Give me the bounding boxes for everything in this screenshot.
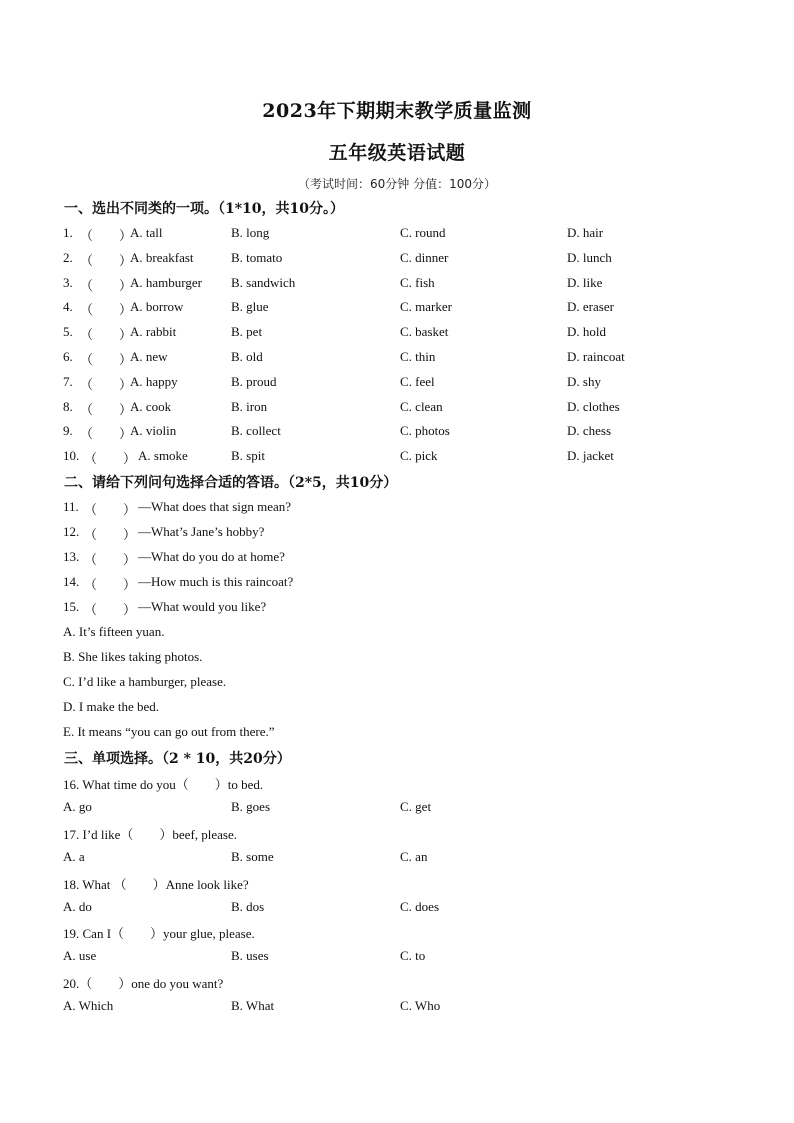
option-a: A. Which — [63, 998, 114, 1014]
option-c: C. an — [400, 848, 428, 864]
option-b: B. proud — [231, 373, 277, 389]
option-b: B. some — [231, 848, 274, 864]
answer-text: D. I make the bed. — [63, 699, 160, 714]
options-row — [0, 998, 794, 1018]
answer-option — [0, 724, 794, 744]
section3-heading: 三、单项选择。（2 * 10，共20分） — [64, 751, 291, 767]
option-a: A. happy — [130, 373, 178, 389]
question-number: 14. — [63, 574, 80, 589]
question-text: —What would you like? — [138, 599, 267, 614]
option-a: A. violin — [130, 423, 177, 439]
option-c: C. feel — [400, 373, 435, 389]
option-a: A. borrow — [130, 299, 184, 315]
answer-blank: （ ） — [84, 527, 137, 542]
question-number: 2. — [63, 249, 73, 265]
option-c: C. get — [400, 799, 432, 814]
option-c: C. thin — [400, 349, 436, 364]
answer-blank: （ ） — [80, 302, 133, 318]
option-b: B. sandwich — [231, 274, 296, 290]
question-stem-row — [0, 774, 794, 794]
answer-option — [0, 674, 794, 694]
option-b: B. pet — [231, 324, 263, 340]
option-b: B. goes — [231, 799, 270, 814]
option-d: D. hold — [567, 324, 606, 340]
question-row — [0, 250, 794, 270]
exam-info: （考试时间：60分钟 分值：100分） — [298, 177, 496, 191]
option-b: B. iron — [231, 398, 268, 414]
answer-blank: （ ） — [80, 376, 133, 392]
answer-blank: （ ） — [84, 451, 137, 467]
answer-blank: （ ） — [84, 577, 137, 592]
question-text: —What does that sign mean? — [138, 499, 292, 514]
question-stem-row — [0, 973, 794, 993]
question-number: 4. — [63, 299, 73, 315]
question-number: 7. — [63, 373, 73, 389]
question-row — [0, 499, 794, 519]
option-b: B. uses — [231, 948, 269, 964]
question-row — [0, 225, 794, 245]
question-stem: 18. What （ ）Anne look like? — [63, 876, 249, 892]
answer-blank: （ ） — [80, 252, 133, 268]
question-stem: 17. I’d like（ ）beef, please. — [63, 826, 238, 842]
option-b: B. What — [231, 998, 275, 1014]
option-a: A. smoke — [138, 448, 188, 464]
question-stem-row — [0, 824, 794, 844]
option-d: D. hair — [567, 225, 604, 240]
option-a: A. breakfast — [130, 249, 194, 265]
question-number: 11. — [63, 499, 79, 514]
option-b: B. long — [231, 225, 270, 240]
answer-blank: （ ） — [80, 327, 133, 343]
answer-blank: （ ） — [80, 426, 133, 442]
answer-blank: （ ） — [84, 602, 137, 617]
option-a: A. cook — [130, 398, 172, 414]
option-c: C. clean — [400, 398, 443, 414]
option-d: D. chess — [567, 423, 612, 439]
question-row — [0, 275, 794, 295]
option-c: C. pick — [400, 448, 438, 464]
option-d: D. like — [567, 274, 603, 290]
option-c: C. round — [400, 225, 446, 240]
option-d: D. raincoat — [567, 349, 625, 364]
option-d: D. lunch — [567, 249, 612, 265]
option-a: A. hamburger — [130, 274, 202, 290]
option-a: A. rabbit — [130, 324, 177, 340]
option-b: B. tomato — [231, 249, 283, 265]
answer-option — [0, 649, 794, 669]
answer-option — [0, 624, 794, 644]
question-text: —What do you do at home? — [138, 549, 285, 564]
option-b: B. dos — [231, 898, 265, 914]
question-row — [0, 324, 794, 344]
question-row — [0, 349, 794, 369]
exam-title: 2023年下期期末教学质量监测 — [262, 100, 532, 122]
answer-blank: （ ） — [84, 552, 137, 567]
option-a: A. go — [63, 799, 92, 814]
answer-blank: （ ） — [80, 352, 133, 367]
option-c: C. does — [400, 898, 439, 914]
option-b: B. glue — [231, 299, 269, 315]
answer-blank: （ ） — [80, 401, 133, 417]
section1-heading: 一、选出不同类的一项。（1*10，共10分。） — [64, 201, 345, 217]
option-a: A. do — [63, 898, 92, 914]
answer-blank: （ ） — [80, 277, 133, 293]
question-number: 12. — [63, 524, 80, 539]
answer-text: C. I’d like a hamburger, please. — [63, 674, 227, 689]
option-c: C. basket — [400, 324, 449, 340]
option-a: A. new — [130, 349, 168, 364]
question-number: 15. — [63, 599, 80, 614]
options-row — [0, 849, 794, 869]
answer-text: E. It means “you can go out from there.” — [63, 724, 275, 739]
question-stem-row — [0, 874, 794, 894]
option-c: C. photos — [400, 423, 450, 439]
section2-heading: 二、请给下列问句选择合适的答语。（2*5，共10分） — [64, 475, 398, 491]
question-number: 13. — [63, 549, 80, 564]
question-row — [0, 549, 794, 569]
answer-text: B. She likes taking photos. — [63, 649, 203, 664]
option-a: A. use — [63, 948, 97, 964]
answer-blank: （ ） — [80, 228, 133, 243]
question-number: 3. — [63, 274, 73, 290]
question-number: 6. — [63, 349, 73, 364]
question-stem: 16. What time do you（ ）to bed. — [63, 777, 264, 792]
option-d: D. shy — [567, 373, 601, 389]
question-text: —How much is this raincoat? — [138, 574, 294, 589]
question-number: 8. — [63, 398, 73, 414]
option-b: B. old — [231, 349, 263, 364]
question-row — [0, 374, 794, 394]
option-b: B. collect — [231, 423, 281, 439]
option-c: C. dinner — [400, 249, 449, 265]
exam-subtitle: 五年级英语试题 — [328, 142, 466, 164]
question-row — [0, 599, 794, 619]
question-number: 9. — [63, 423, 73, 439]
answer-text: A. It’s fifteen yuan. — [63, 624, 165, 639]
question-number: 5. — [63, 324, 73, 340]
options-row — [0, 799, 794, 819]
question-stem: 19. Can I（ ）your glue, please. — [63, 926, 255, 942]
question-number: 1. — [63, 225, 73, 240]
option-a: A. tall — [130, 225, 163, 240]
option-d: D. clothes — [567, 398, 620, 414]
answer-blank: （ ） — [84, 502, 137, 517]
option-c: C. fish — [400, 274, 435, 290]
question-stem: 20.（ ）one do you want? — [63, 976, 224, 992]
question-row — [0, 299, 794, 319]
option-d: D. jacket — [567, 448, 614, 464]
option-c: C. to — [400, 948, 426, 964]
question-row — [0, 399, 794, 419]
question-stem-row — [0, 923, 794, 943]
question-row — [0, 423, 794, 443]
option-b: B. spit — [231, 448, 265, 464]
question-row — [0, 448, 794, 468]
option-d: D. eraser — [567, 299, 614, 315]
options-row — [0, 899, 794, 919]
option-c: C. marker — [400, 299, 452, 315]
question-number: 10. — [63, 448, 80, 464]
question-row — [0, 524, 794, 544]
answer-option — [0, 699, 794, 719]
option-a: A. a — [63, 848, 85, 864]
option-c: C. Who — [400, 998, 441, 1014]
question-row — [0, 574, 794, 594]
options-row — [0, 948, 794, 968]
question-text: —What’s Jane’s hobby? — [138, 524, 265, 539]
